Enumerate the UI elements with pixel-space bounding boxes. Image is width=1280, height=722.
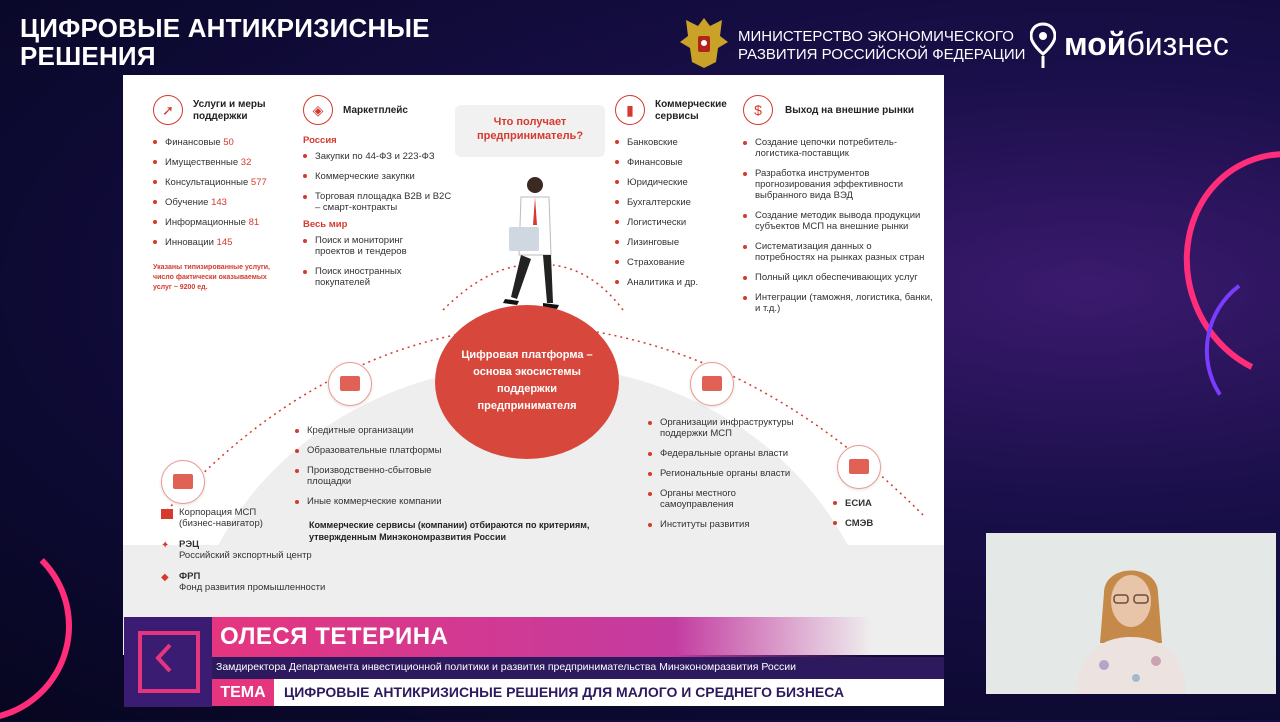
services-item-count: 577 [250, 177, 267, 188]
orgs-left-item [295, 465, 435, 487]
marketplace-item-label: Коммерческие закупки [315, 171, 415, 182]
question-bubble [455, 105, 605, 157]
marketplace-russia-list [303, 151, 453, 222]
chevron-left-icon [142, 635, 188, 681]
commercial-item-label: Лизинговые [627, 237, 680, 248]
services-item-label: Обучение [165, 197, 209, 208]
marketplace-item-label: Закупки по 44-ФЗ и 223-ФЗ [315, 151, 435, 162]
commercial-item-label: Бухгалтерские [627, 197, 691, 208]
speaker-name: ОЛЕСЯ ТЕТЕРИНА [220, 623, 449, 650]
commercial-item [615, 217, 735, 228]
export-item-label: Создание цепочки потребитель-логистика-поставщик [755, 137, 898, 159]
orgs-right-item [648, 417, 798, 439]
export-item [743, 168, 933, 201]
presentation-slide [123, 75, 944, 655]
export-item [743, 241, 933, 263]
page-title-line2: РЕШЕНИЯ [20, 41, 156, 71]
topic-bar [212, 679, 944, 706]
orgs-left-item-label: Кредитные организации [307, 425, 414, 436]
orgs-right-item-label: Органы местного самоуправления [660, 488, 736, 510]
ministry-name [738, 28, 1025, 64]
ministry-name-line1: МИНИСТЕРСТВО ЭКОНОМИЧЕСКОГО [738, 28, 1014, 45]
services-item-label: Консультационные [165, 177, 249, 188]
export-item-label: Систематизация данных о потребностях на рынках разных стран [755, 241, 925, 263]
topic-tag: ТЕМА [212, 679, 274, 706]
commercial-item-label: Юридические [627, 177, 688, 188]
commercial-item-label: Финансовые [627, 157, 683, 168]
orgs-right-item [648, 519, 798, 530]
commercial-item [615, 197, 735, 208]
marketplace-world-label: Весь мир [303, 219, 348, 230]
orgs-left-item [295, 425, 455, 436]
commercial-item-label: Аналитика и др. [627, 277, 699, 288]
brand-name-light: бизнес [1126, 26, 1229, 62]
gov-service-item [833, 498, 913, 509]
speaker-role-bar [212, 657, 944, 679]
page-title-line1: ЦИФРОВЫЕ АНТИКРИЗИСНЫЕ [20, 13, 430, 43]
eagle-emblem-icon [676, 12, 732, 72]
export-item [743, 292, 933, 314]
gov-service-label: СМЭВ [845, 518, 874, 529]
marketplace-item [303, 191, 453, 213]
ministry-name-line2: РАЗВИТИЯ РОССИЙСКОЙ ФЕДЕРАЦИИ [738, 46, 1026, 63]
location-pin-icon [1030, 22, 1056, 70]
ministry-logo [676, 12, 1036, 74]
services-item [153, 197, 303, 208]
brand-name-bold: мой [1064, 26, 1127, 62]
moy-biznes-logo [1030, 22, 1270, 72]
partner-name: Корпорация МСП [179, 507, 257, 518]
dollar-icon: $ [743, 95, 773, 125]
marketplace-item-label: Торговая площадка B2B и B2C – смарт-контракты [315, 191, 452, 213]
commercial-item-label: Логистически [627, 217, 687, 228]
services-note: Указаны типизированные услуги, число фактически оказываемых услуг ~ 9200 ед. [153, 264, 270, 291]
services-item-label: Инновации [165, 237, 214, 248]
services-item-label: Информационные [165, 217, 246, 228]
commercial-item [615, 257, 735, 268]
services-item-count: 145 [216, 237, 233, 248]
node-commercial-orgs-icon [328, 362, 372, 406]
orgs-right-item [648, 468, 798, 479]
gov-services-list [833, 498, 913, 538]
orgs-right-item-label: Федеральные органы власти [660, 448, 789, 459]
commercial-title: Коммерческие сервисы [655, 99, 727, 122]
orgs-right-item [648, 488, 758, 510]
marketplace-item-label: Поиск и мониторинг проектов и тендеров [315, 235, 407, 257]
export-item-label: Полный цикл обеспечивающих услуг [755, 272, 918, 283]
commercial-item-label: Банковские [627, 137, 678, 148]
orgs-left-note: Коммерческие сервисы (компании) отбираются по критериям, утвержденным Минэкономразвития России [309, 520, 590, 542]
brand-name [1064, 26, 1229, 63]
marketplace-item [303, 171, 453, 182]
services-item-count: 50 [223, 137, 234, 148]
frp-logo-icon: ◆ [161, 572, 169, 583]
export-item-label: Создание методик вывода продукции субъектов МСП на внешние рынки [755, 210, 921, 232]
businessman-illustration-icon [483, 175, 583, 325]
topic-text: ЦИФРОВЫЕ АНТИКРИЗИСНЫЕ РЕШЕНИЯ ДЛЯ МАЛОГО И СРЕДНЕГО БИЗНЕСА [284, 684, 845, 700]
services-item-count: 81 [248, 217, 260, 228]
speaker-name-bar [212, 617, 872, 657]
services-item [153, 157, 303, 168]
marketplace-item [303, 235, 433, 257]
orgs-left-item-label: Образовательные платформы [307, 445, 442, 456]
commercial-item [615, 237, 735, 248]
channel-logo [124, 617, 212, 707]
services-item [153, 177, 303, 188]
orgs-right-item-label: Региональные органы власти [660, 468, 791, 479]
services-item [153, 217, 303, 228]
marketplace-item [303, 151, 453, 162]
partner-item [161, 539, 341, 561]
commercial-list [615, 137, 735, 297]
orgs-right-list [648, 417, 798, 539]
commercial-item [615, 177, 735, 188]
partner-item [161, 507, 341, 529]
node-gov-orgs-icon [690, 362, 734, 406]
decor-arc-left [0, 530, 72, 722]
commercial-item-label: Страхование [627, 257, 685, 268]
marketplace-title: Маркетплейс [343, 105, 408, 116]
orgs-left-item [295, 496, 455, 507]
msp-corp-logo-icon [161, 509, 173, 519]
gov-service-item [833, 518, 913, 529]
page-title [20, 14, 490, 70]
services-item-count: 32 [240, 157, 252, 168]
channel-logo-frame [138, 631, 200, 693]
marketplace-russia-label: Россия [303, 135, 337, 146]
gov-service-label: ЕСИА [845, 498, 872, 509]
speaker-role: Замдиректора Департамента инвестиционной политики и развития предпринимательства Минэкономразвития России [216, 661, 796, 673]
partner-name: ФРП [179, 571, 201, 582]
partner-desc: Фонд развития промышленности [179, 582, 326, 593]
commercial-item [615, 277, 735, 288]
orgs-right-item-label: Организации инфраструктуры поддержки МСП [660, 417, 794, 439]
commercial-item [615, 137, 735, 148]
partner-item [161, 571, 341, 593]
marketplace-item [303, 266, 433, 288]
speaker-webcam [986, 533, 1276, 694]
orgs-right-item-label: Институты развития [660, 519, 750, 530]
services-item-label: Финансовые [165, 137, 221, 148]
export-item [743, 137, 933, 159]
marketplace-world-list [303, 235, 433, 297]
commercial-item [615, 157, 735, 168]
export-list [743, 137, 933, 323]
export-item [743, 210, 933, 232]
rocket-icon: ➚ [153, 95, 183, 125]
orgs-left-item [295, 445, 455, 456]
services-title: Услуги и меры поддержки [193, 99, 266, 122]
node-partners-icon [161, 460, 205, 504]
speaker-video-feed [986, 533, 1276, 694]
services-list [153, 137, 303, 257]
node-gov-services-icon [837, 445, 881, 489]
orgs-left-list [295, 425, 455, 516]
export-item-label: Разработка инструментов прогнозирования эффективности выбранного вида ВЭД [755, 168, 904, 201]
export-item [743, 272, 933, 283]
partner-name: РЭЦ [179, 539, 200, 550]
services-item-count: 143 [211, 197, 227, 208]
partners-list [161, 507, 341, 593]
orgs-left-item-label: Иные коммерческие компании [307, 496, 442, 507]
export-title: Выход на внешние рынки [785, 105, 915, 116]
partner-desc: (бизнес-навигатор) [179, 518, 263, 529]
orgs-right-item [648, 448, 798, 459]
platform-circle [435, 305, 619, 459]
services-item [153, 237, 303, 248]
partner-desc: Российский экспортный центр [179, 550, 312, 561]
services-item [153, 137, 303, 148]
question-text: Что получает предприниматель? [476, 116, 584, 142]
platform-circle-text: Цифровая платформа – основа экосистемы поддержки предпринимателя [461, 349, 593, 412]
rec-logo-icon: ✦ [161, 540, 170, 551]
bar-chart-icon: ▮ [615, 95, 645, 125]
orgs-left-item-label: Производственно-сбытовые площадки [307, 465, 432, 487]
services-item-label: Имущественные [165, 157, 239, 168]
marketplace-item-label: Поиск иностранных покупателей [315, 266, 402, 288]
export-item-label: Интеграции (таможня, логистика, банки, и т.д.) [755, 292, 933, 314]
cube-icon: ◈ [303, 95, 333, 125]
